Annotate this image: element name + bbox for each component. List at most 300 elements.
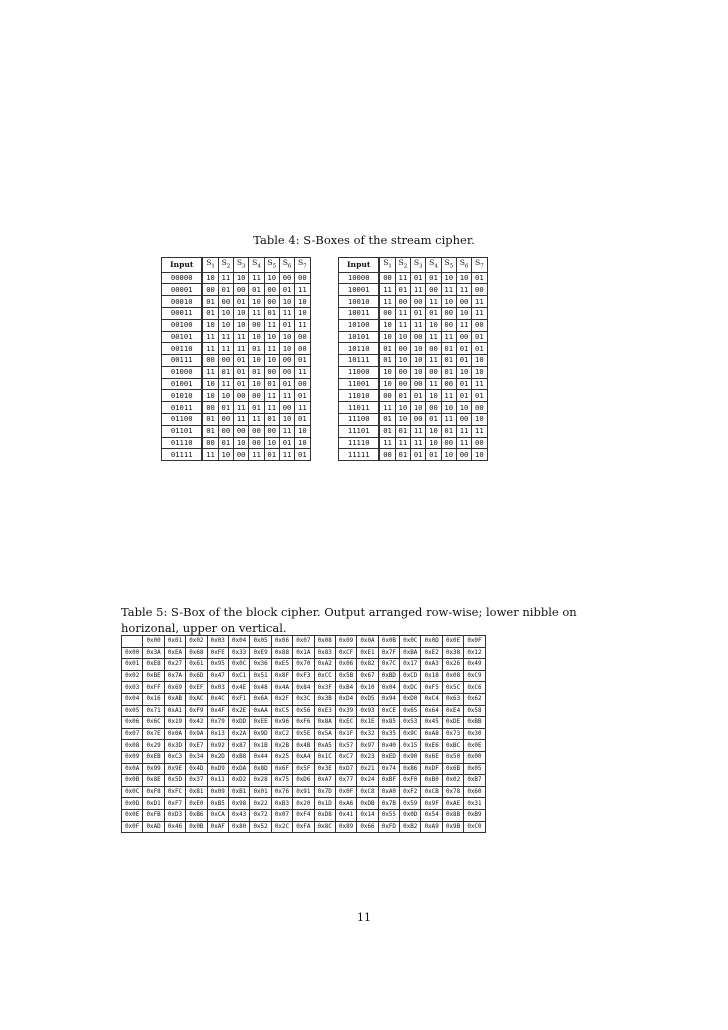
- sbox-row: [339, 355, 488, 367]
- sbox-value-cell: 0xDF: [421, 763, 442, 775]
- block-sbox-row: [122, 809, 486, 821]
- sbox-value-cell: 0x86: [400, 763, 421, 775]
- sbox-value-cell: 0x23: [357, 751, 378, 763]
- sbox-output-cell: 01: [441, 425, 456, 437]
- sbox-value-cell: 0x46: [164, 821, 185, 833]
- sbox-input-cell: 11010: [339, 390, 380, 402]
- row-header: 0x08: [122, 740, 143, 752]
- sbox-output-cell: 10: [395, 331, 410, 343]
- sbox-output-cell: 11: [441, 331, 456, 343]
- sbox-output-cell: 01: [395, 425, 410, 437]
- column-header: 0x04: [228, 636, 249, 648]
- sbox-value-cell: 0x87: [228, 740, 249, 752]
- sbox-value-cell: 0xA2: [314, 659, 335, 671]
- sbox-value-cell: 0xE9: [250, 647, 271, 659]
- sbox-label: S: [459, 258, 465, 267]
- sbox-value-cell: 0x78: [442, 786, 463, 798]
- sbox-value-cell: 0x45: [421, 717, 442, 729]
- sbox-value-cell: 0xCA: [207, 809, 228, 821]
- sbox-output-cell: 00: [295, 378, 310, 390]
- column-header: 0x0C: [400, 636, 421, 648]
- sbox-row: [339, 307, 488, 319]
- sbox-value-cell: 0xB1: [228, 786, 249, 798]
- sbox-output-cell: 01: [264, 307, 279, 319]
- sbox-output-cell: 01: [441, 355, 456, 367]
- sbox-output-cell: 11: [249, 414, 264, 426]
- sbox-output-cell: 10: [249, 296, 264, 308]
- sbox-output-cell: 00: [379, 449, 395, 461]
- sbox-value-cell: 0xBF: [378, 775, 399, 787]
- sbox-value-cell: 0x4F: [207, 705, 228, 717]
- sbox-row: [162, 331, 311, 343]
- sbox-label: S: [206, 258, 212, 267]
- sbox-value-cell: 0xAF: [207, 821, 228, 833]
- sbox-value-cell: 0x01: [250, 786, 271, 798]
- sbox-value-cell: 0xCF: [335, 647, 356, 659]
- sbox-value-cell: 0x90: [400, 751, 421, 763]
- sbox-value-cell: 0xAD: [143, 821, 164, 833]
- sbox-output-cell: 10: [249, 378, 264, 390]
- sbox-output-cell: 11: [218, 272, 233, 284]
- sbox-row: [339, 366, 488, 378]
- sbox-output-cell: 10: [426, 390, 441, 402]
- sbox-output-cell: 10: [202, 319, 218, 331]
- sbox-value-cell: 0xA4: [293, 751, 314, 763]
- sbox-input-cell: 01010: [162, 390, 203, 402]
- sbox-value-cell: 0x69: [164, 682, 185, 694]
- sbox-value-cell: 0xFE: [207, 647, 228, 659]
- sbox-output-cell: 10: [234, 272, 249, 284]
- sbox-value-cell: 0x8B: [442, 809, 463, 821]
- sbox-output-cell: 01: [395, 284, 410, 296]
- sbox-row: [339, 437, 488, 449]
- sbox-value-cell: 0x14: [357, 809, 378, 821]
- sbox-value-cell: 0xD0: [400, 693, 421, 705]
- sbox-value-cell: 0x2A: [228, 728, 249, 740]
- column-header: 0x0F: [464, 636, 485, 648]
- sbox-index: 1: [211, 263, 215, 270]
- row-header: 0x09: [122, 751, 143, 763]
- sbox-output-cell: 00: [234, 390, 249, 402]
- sbox-output-cell: 00: [295, 343, 310, 355]
- sbox-output-cell: 11: [426, 355, 441, 367]
- sbox-output-cell: 00: [264, 284, 279, 296]
- sbox-output-cell: 00: [249, 319, 264, 331]
- sbox-output-cell: 11: [279, 390, 294, 402]
- sbox-output-cell: 00: [249, 425, 264, 437]
- sbox-value-cell: 0xA0: [378, 786, 399, 798]
- sbox-output-cell: 01: [441, 366, 456, 378]
- sbox-column-header: [395, 258, 410, 273]
- row-header: 0x07: [122, 728, 143, 740]
- sbox-output-cell: 11: [395, 272, 410, 284]
- sbox-value-cell: 0xF5: [421, 682, 442, 694]
- sbox-output-cell: 01: [279, 319, 294, 331]
- sbox-output-cell: 11: [234, 331, 249, 343]
- sbox-output-cell: 00: [202, 437, 218, 449]
- sbox-input-cell: 01111: [162, 449, 203, 461]
- sbox-output-cell: 00: [234, 425, 249, 437]
- sbox-value-cell: 0xE7: [186, 740, 207, 752]
- sbox-output-cell: 11: [202, 331, 218, 343]
- sbox-index: 1: [388, 263, 392, 270]
- sbox-output-cell: 11: [279, 449, 294, 461]
- page-number: 11: [357, 911, 371, 924]
- sbox-output-cell: 11: [426, 296, 441, 308]
- sbox-output-cell: 01: [234, 378, 249, 390]
- block-sbox-row: [122, 821, 486, 833]
- sbox-row: [162, 307, 311, 319]
- sbox-output-cell: 11: [202, 366, 218, 378]
- sbox-value-cell: 0xA1: [164, 705, 185, 717]
- sbox-value-cell: 0xDC: [400, 682, 421, 694]
- sbox-value-cell: 0xF6: [293, 717, 314, 729]
- sbox-output-cell: 01: [379, 343, 395, 355]
- sbox-output-cell: 00: [379, 390, 395, 402]
- sbox-output-cell: 00: [395, 366, 410, 378]
- sbox-value-cell: 0x80: [228, 821, 249, 833]
- sbox-value-cell: 0xCE: [378, 705, 399, 717]
- row-header: 0x00: [122, 647, 143, 659]
- sbox-value-cell: 0x1A: [293, 647, 314, 659]
- sbox-output-cell: 00: [218, 425, 233, 437]
- input-header: Input: [339, 258, 380, 273]
- sbox-output-cell: 11: [234, 343, 249, 355]
- sbox-value-cell: 0x10: [357, 682, 378, 694]
- sbox-value-cell: 0x38: [442, 647, 463, 659]
- sbox-index: 5: [272, 263, 277, 270]
- sbox-column-header: [249, 258, 264, 273]
- sbox-value-cell: 0x1B: [250, 740, 271, 752]
- sbox-value-cell: 0x36: [250, 659, 271, 671]
- sbox-output-cell: 00: [441, 307, 456, 319]
- sbox-output-cell: 11: [441, 390, 456, 402]
- sbox-value-cell: 0x75: [271, 775, 292, 787]
- sbox-value-cell: 0xF3: [293, 670, 314, 682]
- sbox-value-cell: 0xC6: [464, 682, 485, 694]
- sbox-value-cell: 0x04: [378, 682, 399, 694]
- sbox-value-cell: 0x99: [143, 763, 164, 775]
- sbox-output-cell: 00: [379, 307, 395, 319]
- sbox-output-cell: 11: [456, 425, 471, 437]
- sbox-output-cell: 00: [411, 296, 426, 308]
- sbox-value-cell: 0xAA: [250, 705, 271, 717]
- sbox-row: [339, 272, 488, 284]
- sbox-value-cell: 0x2D: [207, 751, 228, 763]
- sbox-value-cell: 0xC4: [421, 693, 442, 705]
- sbox-label: S: [475, 258, 481, 267]
- sbox-label: S: [282, 258, 288, 267]
- sbox-value-cell: 0x8E: [143, 775, 164, 787]
- sbox-value-cell: 0x2E: [228, 705, 249, 717]
- sbox-output-cell: 10: [264, 437, 279, 449]
- column-header: 0x06: [271, 636, 292, 648]
- sbox-value-cell: 0x81: [186, 786, 207, 798]
- sbox-output-cell: 00: [295, 331, 310, 343]
- sbox-output-cell: 10: [279, 331, 294, 343]
- sbox-value-cell: 0x2F: [271, 693, 292, 705]
- sbox-output-cell: 00: [472, 284, 487, 296]
- sbox-row: [339, 425, 488, 437]
- sbox-output-cell: 10: [379, 331, 395, 343]
- column-header: 0x08: [314, 636, 335, 648]
- row-header: 0x05: [122, 705, 143, 717]
- sbox-value-cell: 0x51: [250, 670, 271, 682]
- block-sbox-row: [122, 647, 486, 659]
- sbox-value-cell: 0x8A: [314, 717, 335, 729]
- sbox-value-cell: 0x0A: [164, 728, 185, 740]
- sbox-value-cell: 0x59: [400, 798, 421, 810]
- sbox-value-cell: 0x4A: [271, 682, 292, 694]
- column-header: 0x01: [164, 636, 185, 648]
- sbox-value-cell: 0xD1: [143, 798, 164, 810]
- sbox-value-cell: 0xEC: [335, 717, 356, 729]
- sbox-row: [162, 402, 311, 414]
- sbox-output-cell: 11: [249, 307, 264, 319]
- sbox-label: S: [383, 258, 389, 267]
- sbox-value-cell: 0xA7: [314, 775, 335, 787]
- sbox-column-header: [279, 258, 294, 273]
- sbox-value-cell: 0x6A: [250, 693, 271, 705]
- sbox-index: 6: [287, 263, 292, 270]
- sbox-output-cell: 11: [218, 343, 233, 355]
- sbox-value-cell: 0x05: [464, 763, 485, 775]
- sbox-value-cell: 0x30: [464, 728, 485, 740]
- sbox-value-cell: 0xFA: [293, 821, 314, 833]
- sbox-output-cell: 00: [426, 284, 441, 296]
- sbox-value-cell: 0x25: [271, 751, 292, 763]
- sbox-value-cell: 0x5C: [442, 682, 463, 694]
- sbox-value-cell: 0xDD: [228, 717, 249, 729]
- sbox-row: [162, 343, 311, 355]
- sbox-input-cell: 11110: [339, 437, 380, 449]
- sbox-value-cell: 0xE4: [442, 705, 463, 717]
- sbox-input-cell: 10010: [339, 296, 380, 308]
- sbox-output-cell: 00: [249, 390, 264, 402]
- sbox-value-cell: 0x53: [400, 717, 421, 729]
- row-header: 0x0F: [122, 821, 143, 833]
- sbox-output-cell: 11: [472, 425, 487, 437]
- sbox-column-header: [456, 258, 471, 273]
- sbox-index: 2: [226, 263, 231, 270]
- sbox-output-cell: 00: [426, 366, 441, 378]
- sbox-value-cell: 0x9C: [400, 728, 421, 740]
- sbox-value-cell: 0x27: [164, 659, 185, 671]
- sbox-row: [339, 331, 488, 343]
- sbox-output-cell: 01: [249, 343, 264, 355]
- sbox-input-cell: 11011: [339, 402, 380, 414]
- row-header: 0x02: [122, 670, 143, 682]
- corner-cell: [122, 636, 143, 648]
- sbox-value-cell: 0xAB: [164, 693, 185, 705]
- sbox-output-cell: 00: [279, 272, 294, 284]
- sbox-output-cell: 01: [295, 355, 310, 367]
- row-header: 0x0A: [122, 763, 143, 775]
- sbox-output-cell: 11: [441, 414, 456, 426]
- column-header: 0x0D: [421, 636, 442, 648]
- sbox-label: S: [221, 258, 227, 267]
- stream-sbox-table-right: [338, 257, 488, 461]
- sbox-value-cell: 0x41: [335, 809, 356, 821]
- sbox-value-cell: 0x72: [250, 809, 271, 821]
- sbox-output-cell: 01: [249, 366, 264, 378]
- sbox-value-cell: 0x0E: [464, 740, 485, 752]
- sbox-value-cell: 0x84: [293, 682, 314, 694]
- sbox-input-cell: 00010: [162, 296, 203, 308]
- block-sbox-row: [122, 717, 486, 729]
- sbox-value-cell: 0x56: [293, 705, 314, 717]
- sbox-output-cell: 11: [202, 343, 218, 355]
- sbox-output-cell: 01: [295, 449, 310, 461]
- sbox-output-cell: 11: [249, 272, 264, 284]
- sbox-output-cell: 01: [279, 437, 294, 449]
- row-header: 0x01: [122, 659, 143, 671]
- sbox-value-cell: 0x13: [207, 728, 228, 740]
- row-header: 0x04: [122, 693, 143, 705]
- column-header: 0x0A: [357, 636, 378, 648]
- sbox-value-cell: 0x3B: [314, 693, 335, 705]
- sbox-output-cell: 00: [426, 343, 441, 355]
- sbox-value-cell: 0x19: [164, 717, 185, 729]
- sbox-value-cell: 0x3A: [143, 647, 164, 659]
- sbox-value-cell: 0xBB: [464, 717, 485, 729]
- sbox-output-cell: 11: [395, 437, 410, 449]
- sbox-value-cell: 0x44: [250, 751, 271, 763]
- sbox-value-cell: 0xA5: [314, 740, 335, 752]
- sbox-output-cell: 10: [441, 272, 456, 284]
- sbox-value-cell: 0x49: [464, 659, 485, 671]
- sbox-value-cell: 0xEA: [164, 647, 185, 659]
- block-sbox-row: [122, 775, 486, 787]
- sbox-output-cell: 01: [426, 449, 441, 461]
- sbox-output-cell: 11: [279, 425, 294, 437]
- sbox-label: S: [298, 258, 304, 267]
- sbox-output-cell: 10: [426, 425, 441, 437]
- sbox-value-cell: 0xB9: [464, 809, 485, 821]
- sbox-value-cell: 0xC9: [464, 670, 485, 682]
- sbox-output-cell: 01: [218, 437, 233, 449]
- table4-caption: Table 4: S-Boxes of the stream cipher.: [253, 233, 475, 247]
- column-header: 0x0B: [378, 636, 399, 648]
- sbox-output-cell: 01: [411, 307, 426, 319]
- sbox-input-cell: 00100: [162, 319, 203, 331]
- sbox-output-cell: 10: [379, 378, 395, 390]
- sbox-output-cell: 01: [218, 366, 233, 378]
- sbox-input-cell: 10101: [339, 331, 380, 343]
- sbox-value-cell: 0x4C: [207, 693, 228, 705]
- sbox-output-cell: 10: [379, 366, 395, 378]
- sbox-value-cell: 0xAE: [442, 798, 463, 810]
- sbox-output-cell: 01: [379, 425, 395, 437]
- block-sbox-row: [122, 682, 486, 694]
- sbox-value-cell: 0xD9: [207, 763, 228, 775]
- sbox-output-cell: 01: [456, 343, 471, 355]
- sbox-value-cell: 0x7E: [143, 728, 164, 740]
- sbox-input-cell: 01011: [162, 402, 203, 414]
- sbox-output-cell: 11: [411, 437, 426, 449]
- sbox-output-cell: 01: [411, 390, 426, 402]
- sbox-input-cell: 01110: [162, 437, 203, 449]
- sbox-output-cell: 10: [426, 437, 441, 449]
- sbox-value-cell: 0x0C: [228, 659, 249, 671]
- row-header: 0x0D: [122, 798, 143, 810]
- sbox-value-cell: 0x5F: [293, 763, 314, 775]
- sbox-value-cell: 0xCD: [400, 670, 421, 682]
- sbox-row: [162, 378, 311, 390]
- sbox-value-cell: 0xBC: [442, 740, 463, 752]
- block-sbox-row: [122, 705, 486, 717]
- sbox-value-cell: 0x66: [357, 821, 378, 833]
- sbox-row: [339, 378, 488, 390]
- sbox-column-header: [426, 258, 441, 273]
- sbox-value-cell: 0xB8: [228, 751, 249, 763]
- sbox-value-cell: 0x9E: [164, 763, 185, 775]
- sbox-output-cell: 00: [441, 319, 456, 331]
- sbox-output-cell: 01: [426, 307, 441, 319]
- sbox-column-header: [411, 258, 426, 273]
- sbox-output-cell: 10: [411, 343, 426, 355]
- sbox-value-cell: 0xDE: [442, 717, 463, 729]
- block-sbox-row: [122, 786, 486, 798]
- sbox-output-cell: 11: [472, 296, 487, 308]
- sbox-output-cell: 10: [234, 437, 249, 449]
- sbox-output-cell: 01: [426, 272, 441, 284]
- sbox-output-cell: 00: [441, 378, 456, 390]
- sbox-value-cell: 0x6D: [186, 670, 207, 682]
- sbox-index: 3: [242, 263, 246, 270]
- sbox-output-cell: 11: [264, 390, 279, 402]
- sbox-output-cell: 00: [202, 284, 218, 296]
- sbox-output-cell: 00: [379, 272, 395, 284]
- sbox-value-cell: 0x96: [271, 717, 292, 729]
- sbox-output-cell: 10: [426, 319, 441, 331]
- sbox-label: S: [413, 258, 420, 267]
- sbox-output-cell: 10: [202, 390, 218, 402]
- sbox-output-cell: 11: [395, 319, 410, 331]
- sbox-value-cell: 0x6B: [442, 763, 463, 775]
- sbox-value-cell: 0x92: [207, 740, 228, 752]
- sbox-value-cell: 0xE6: [421, 740, 442, 752]
- sbox-output-cell: 11: [379, 402, 395, 414]
- sbox-output-cell: 10: [456, 307, 471, 319]
- sbox-value-cell: 0xC7: [335, 751, 356, 763]
- sbox-output-cell: 10: [249, 355, 264, 367]
- sbox-value-cell: 0x50: [442, 751, 463, 763]
- sbox-output-cell: 10: [472, 414, 487, 426]
- sbox-input-cell: 11000: [339, 366, 380, 378]
- sbox-value-cell: 0x16: [143, 693, 164, 705]
- sbox-value-cell: 0x83: [314, 647, 335, 659]
- sbox-output-cell: 01: [295, 414, 310, 426]
- sbox-value-cell: 0x02: [442, 775, 463, 787]
- block-sbox-row: [122, 659, 486, 671]
- sbox-output-cell: 00: [202, 402, 218, 414]
- sbox-value-cell: 0x07: [271, 809, 292, 821]
- block-sbox-row: [122, 693, 486, 705]
- sbox-value-cell: 0x91: [293, 786, 314, 798]
- sbox-output-cell: 11: [395, 307, 410, 319]
- sbox-value-cell: 0x7F: [378, 647, 399, 659]
- row-header: 0x03: [122, 682, 143, 694]
- sbox-value-cell: 0x88: [271, 647, 292, 659]
- sbox-value-cell: 0xFB: [143, 809, 164, 821]
- sbox-input-cell: 11101: [339, 425, 380, 437]
- sbox-output-cell: 10: [395, 402, 410, 414]
- sbox-output-cell: 01: [379, 414, 395, 426]
- sbox-value-cell: 0x1E: [357, 717, 378, 729]
- sbox-output-cell: 00: [472, 437, 487, 449]
- sbox-output-cell: 00: [249, 437, 264, 449]
